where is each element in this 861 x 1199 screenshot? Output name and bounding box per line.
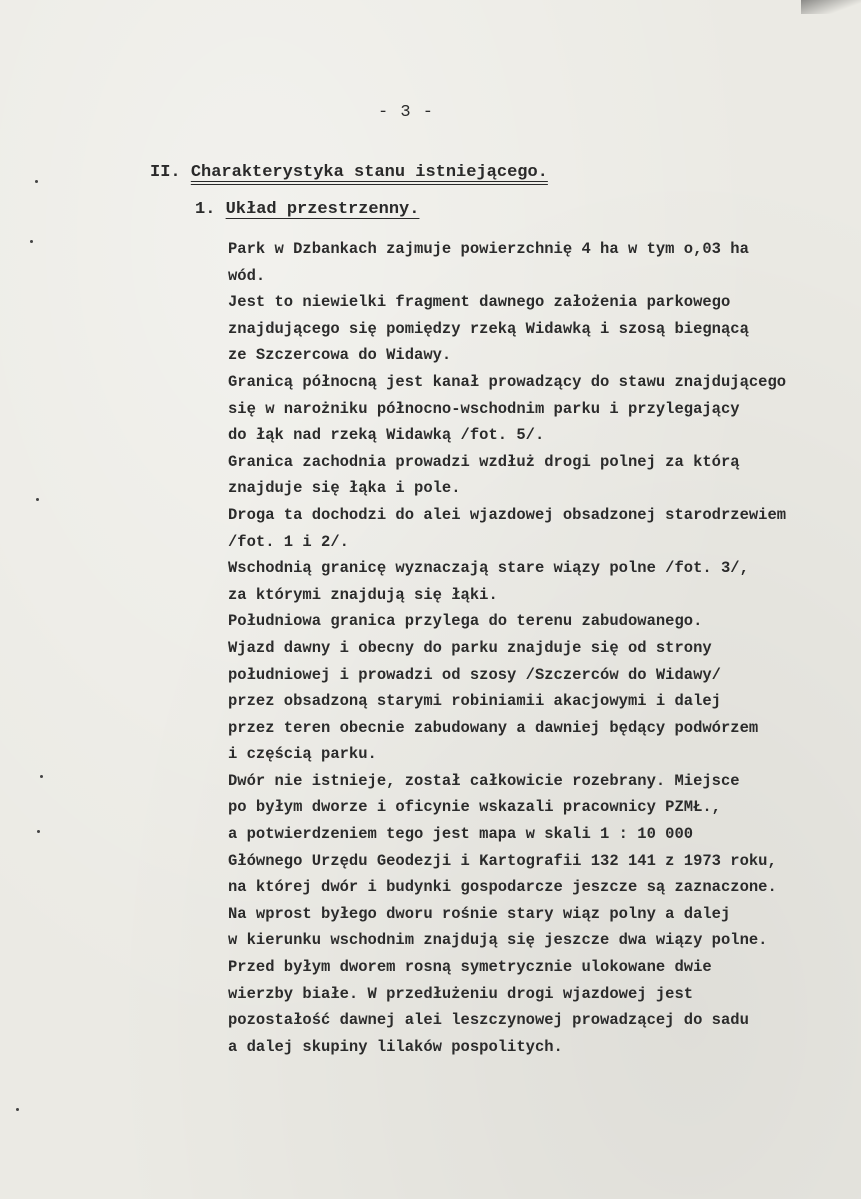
text-line: Park w Dzbankach zajmuje powierzchnię 4 ha w tym o,03 ha bbox=[228, 240, 749, 258]
subsection-number: 1. bbox=[195, 200, 216, 219]
text-line: Głównego Urzędu Geodezji i Kartografii 132 141 z 1973 roku, bbox=[228, 851, 777, 870]
text-line: Wschodnią granicę wyznaczają stare wiązy polne /fot. 3/, bbox=[228, 559, 749, 578]
text-line: Granica zachodnia prowadzi wzdłuż drogi polnej za którą bbox=[228, 452, 740, 471]
scan-corner-mark bbox=[801, 0, 861, 14]
text-line: znajdującego się pomiędzy rzeką Widawką i szosą biegnącą bbox=[228, 319, 749, 338]
margin-mark bbox=[40, 775, 43, 778]
text-line: przez obsadzoną starymi robiniamii akacjowymi i dalej bbox=[228, 692, 721, 711]
text-line: /fot. 1 i 2/. bbox=[228, 532, 349, 551]
text-line: wód. bbox=[228, 266, 266, 285]
margin-mark bbox=[30, 240, 33, 243]
text-line: Granicą północną jest kanał prowadzący do stawu znajdującego bbox=[228, 372, 787, 391]
section-number: II. bbox=[150, 163, 181, 182]
text-line: a potwierdzeniem tego jest mapa w skali 1 : 10 000 bbox=[228, 825, 694, 844]
text-line: w kierunku wschodnim znajdują się jeszcze dwa wiązy polne. bbox=[228, 931, 768, 950]
text-line: Na wprost byłego dworu rośnie stary wiąz polny a dalej bbox=[228, 904, 731, 923]
text-line: Wjazd dawny i obecny do parku znajduje się od strony bbox=[228, 638, 712, 657]
page-number: - 3 - bbox=[378, 103, 435, 122]
text-line: do łąk nad rzeką Widawką /fot. 5/. bbox=[228, 426, 545, 445]
subsection-title: Układ przestrzenny. bbox=[225, 200, 420, 219]
text-line: a dalej skupiny lilaków pospolitych. bbox=[228, 1037, 563, 1056]
text-line: się w narożniku północno-wschodnim parku i przylegający bbox=[228, 399, 740, 418]
text-line: na której dwór i budynki gospodarcze jeszcze są zaznaczone. bbox=[228, 878, 777, 897]
text-line: po byłym dworze i oficynie wskazali pracownicy PZMŁ., bbox=[228, 798, 721, 817]
subsection-heading bbox=[195, 200, 419, 219]
text-line: ze Szczercowa do Widawy. bbox=[228, 346, 452, 365]
text-line: Przed byłym dworem rosną symetrycznie ulokowane dwie bbox=[228, 958, 712, 977]
text-line: przez teren obecnie zabudowany a dawniej będący podwórzem bbox=[228, 718, 759, 737]
body-paragraphs bbox=[228, 236, 786, 1060]
text-line: i częścią parku. bbox=[228, 745, 377, 764]
text-line: znajduje się łąka i pole. bbox=[228, 479, 461, 498]
section-heading bbox=[150, 163, 548, 182]
text-line: pozostałość dawnej alei leszczynowej prowadzącej do sadu bbox=[228, 1011, 749, 1030]
margin-mark bbox=[35, 180, 38, 183]
text-line: za którymi znajdują się łąki. bbox=[228, 585, 498, 604]
text-line: Południowa granica przylega do terenu zabudowanego. bbox=[228, 612, 703, 631]
section-title: Charakterystyka stanu istniejącego. bbox=[190, 163, 548, 182]
margin-mark bbox=[36, 498, 39, 501]
text-line: Dwór nie istnieje, został całkowicie rozebrany. Miejsce bbox=[228, 771, 740, 790]
text-line: Jest to niewielki fragment dawnego założenia parkowego bbox=[228, 293, 731, 312]
text-line: Droga ta dochodzi do alei wjazdowej obsadzonej starodrzewiem bbox=[228, 505, 787, 524]
text-line: południowej i prowadzi od szosy /Szczerców do Widawy/ bbox=[228, 665, 721, 684]
text-line: wierzby białe. W przedłużeniu drogi wjazdowej jest bbox=[228, 984, 694, 1003]
margin-mark bbox=[37, 830, 40, 833]
margin-mark bbox=[16, 1108, 19, 1111]
